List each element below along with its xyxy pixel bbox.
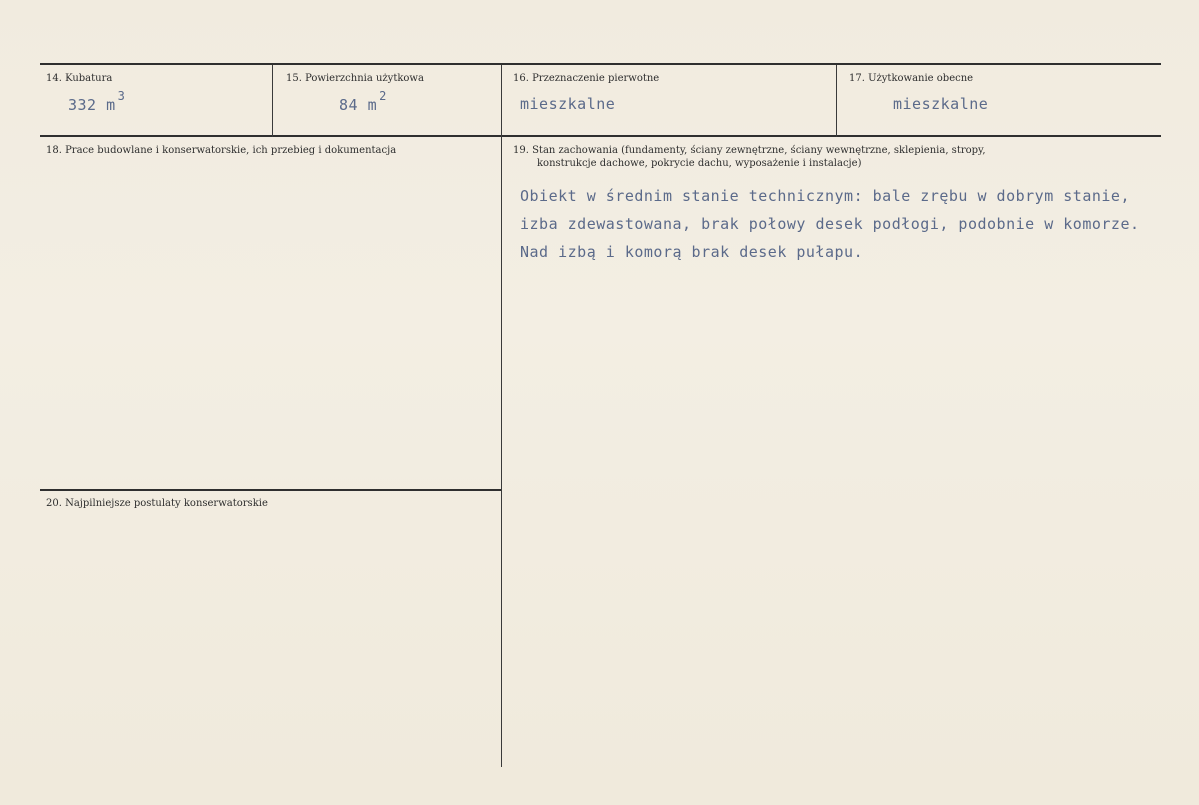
field-19-text-line: Obiekt w średnim stanie technicznym: bale zrębu w dobrym stanie,	[520, 187, 1130, 205]
field-14-label: 14. Kubatura	[46, 73, 113, 84]
field-19-label-line1: 19. Stan zachowania (fundamenty, ściany zewnętrzne, ściany wewnętrzne, sklepienia, stropy,	[513, 145, 986, 156]
field-16-value: mieszkalne	[520, 95, 616, 113]
field-18-label: 18. Prace budowlane i konserwatorskie, ich przebieg i dokumentacja	[46, 145, 397, 156]
col-divider-14-15	[272, 65, 273, 137]
col-divider-16-17	[836, 65, 837, 137]
top-rule	[40, 63, 1161, 65]
field-14-exponent: 3	[117, 89, 126, 103]
field-15-value	[339, 89, 387, 114]
field-19-label-line2: konstrukcje dachowe, pokrycie dachu, wyposażenie i instalacje)	[537, 158, 862, 169]
field-14-value	[68, 89, 126, 114]
field-15-exponent: 2	[379, 89, 387, 103]
field-17-label: 17. Użytkowanie obecne	[849, 73, 974, 84]
field-14-value-text: 332 m	[68, 96, 116, 114]
field-20-label: 20. Najpilniejsze postulaty konserwatorskie	[46, 498, 268, 509]
field-16-label: 16. Przeznaczenie pierwotne	[513, 73, 660, 84]
field-15-value-text: 84 m	[339, 96, 378, 114]
field-19-text-line: izba zdewastowana, brak połowy desek podłogi, podobnie w komorze.	[520, 215, 1140, 233]
field-15-label: 15. Powierzchnia użytkowa	[286, 73, 424, 84]
field-19-text	[520, 182, 1140, 266]
section-20-divider	[40, 489, 501, 491]
row-divider	[40, 135, 1161, 137]
field-19-text-line: Nad izbą i komorą brak desek pułapu.	[520, 243, 864, 261]
field-17-value: mieszkalne	[893, 95, 989, 113]
col-divider-main	[501, 65, 502, 767]
